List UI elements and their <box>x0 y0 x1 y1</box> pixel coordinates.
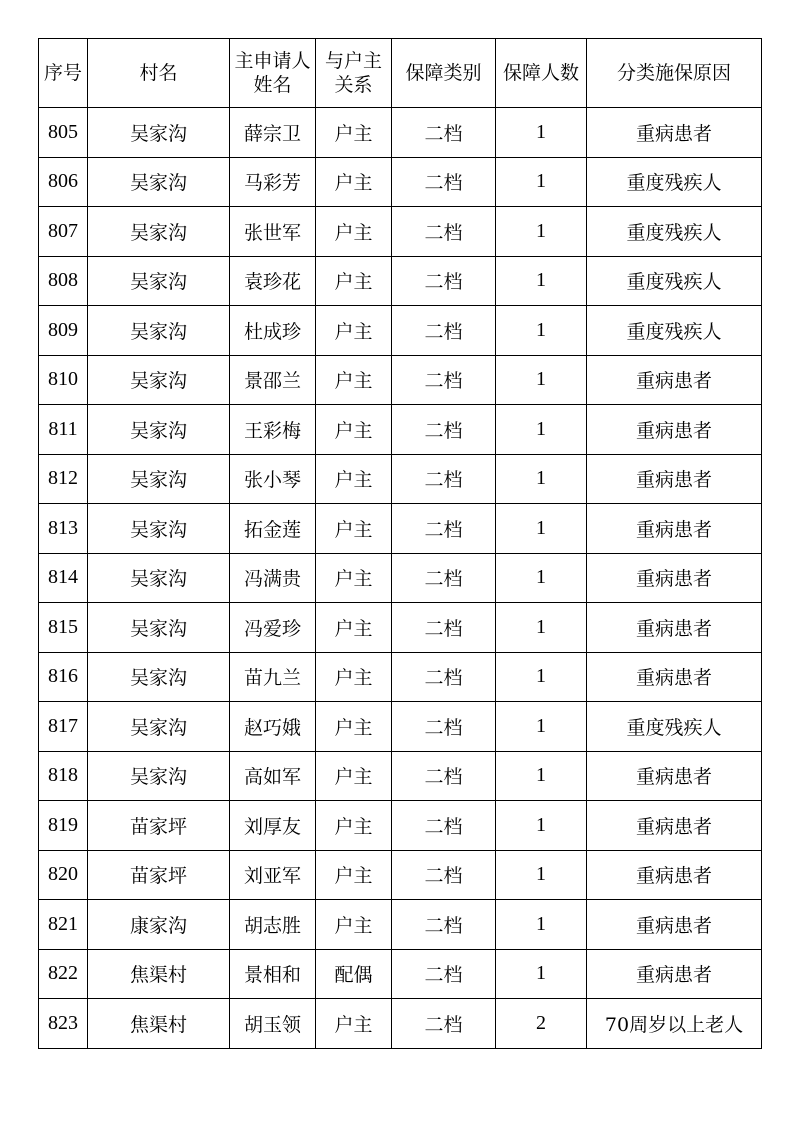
cell-applicant-name: 张小琴 <box>230 454 316 504</box>
cell-category: 二档 <box>392 850 496 900</box>
cell-count: 1 <box>496 108 587 158</box>
cell-count: 1 <box>496 553 587 603</box>
cell-relation: 户主 <box>316 900 392 950</box>
cell-reason: 重病患者 <box>587 900 762 950</box>
header-seq: 序号 <box>39 39 88 108</box>
cell-category: 二档 <box>392 801 496 851</box>
cell-applicant-name: 赵巧娥 <box>230 702 316 752</box>
cell-count: 1 <box>496 850 587 900</box>
cell-village: 苗家坪 <box>88 801 230 851</box>
table-row <box>39 405 762 455</box>
cell-reason: 重病患者 <box>587 801 762 851</box>
cell-village: 吴家沟 <box>88 355 230 405</box>
cell-category: 二档 <box>392 900 496 950</box>
cell-applicant-name: 张世军 <box>230 207 316 257</box>
header-village: 村名 <box>88 39 230 108</box>
cell-category: 二档 <box>392 603 496 653</box>
table-body <box>39 108 762 1049</box>
cell-village: 苗家坪 <box>88 850 230 900</box>
table-row <box>39 850 762 900</box>
cell-category: 二档 <box>392 108 496 158</box>
header-relation: 与户主关系 <box>316 39 392 108</box>
cell-count: 1 <box>496 306 587 356</box>
cell-village: 吴家沟 <box>88 504 230 554</box>
cell-reason: 70周岁以上老人 <box>587 999 762 1049</box>
cell-applicant-name: 杜成珍 <box>230 306 316 356</box>
cell-category: 二档 <box>392 157 496 207</box>
cell-seq: 816 <box>39 652 88 702</box>
cell-relation: 配偶 <box>316 949 392 999</box>
cell-applicant-name: 苗九兰 <box>230 652 316 702</box>
header-row <box>39 39 762 108</box>
table-row <box>39 900 762 950</box>
cell-applicant-name: 袁珍花 <box>230 256 316 306</box>
cell-count: 1 <box>496 207 587 257</box>
cell-category: 二档 <box>392 999 496 1049</box>
cell-applicant-name: 景邵兰 <box>230 355 316 405</box>
cell-reason: 重病患者 <box>587 652 762 702</box>
cell-applicant-name: 胡玉领 <box>230 999 316 1049</box>
cell-applicant-name: 冯满贵 <box>230 553 316 603</box>
cell-seq: 821 <box>39 900 88 950</box>
table-row <box>39 999 762 1049</box>
cell-reason: 重病患者 <box>587 850 762 900</box>
cell-category: 二档 <box>392 454 496 504</box>
cell-category: 二档 <box>392 702 496 752</box>
header-category: 保障类别 <box>392 39 496 108</box>
cell-seq: 819 <box>39 801 88 851</box>
cell-count: 1 <box>496 504 587 554</box>
cell-seq: 812 <box>39 454 88 504</box>
cell-count: 1 <box>496 702 587 752</box>
cell-count: 1 <box>496 900 587 950</box>
cell-reason: 重病患者 <box>587 504 762 554</box>
cell-seq: 818 <box>39 751 88 801</box>
cell-relation: 户主 <box>316 652 392 702</box>
cell-reason: 重病患者 <box>587 751 762 801</box>
cell-relation: 户主 <box>316 405 392 455</box>
cell-reason: 重度残疾人 <box>587 157 762 207</box>
cell-seq: 807 <box>39 207 88 257</box>
cell-seq: 808 <box>39 256 88 306</box>
cell-village: 吴家沟 <box>88 652 230 702</box>
cell-relation: 户主 <box>316 306 392 356</box>
cell-applicant-name: 王彩梅 <box>230 405 316 455</box>
cell-relation: 户主 <box>316 108 392 158</box>
cell-category: 二档 <box>392 652 496 702</box>
table-row <box>39 207 762 257</box>
cell-reason: 重度残疾人 <box>587 306 762 356</box>
cell-relation: 户主 <box>316 702 392 752</box>
table-row <box>39 355 762 405</box>
cell-count: 1 <box>496 949 587 999</box>
cell-count: 1 <box>496 405 587 455</box>
cell-count: 1 <box>496 454 587 504</box>
cell-relation: 户主 <box>316 504 392 554</box>
cell-village: 吴家沟 <box>88 553 230 603</box>
cell-category: 二档 <box>392 553 496 603</box>
cell-seq: 817 <box>39 702 88 752</box>
table-row <box>39 751 762 801</box>
cell-category: 二档 <box>392 751 496 801</box>
cell-seq: 823 <box>39 999 88 1049</box>
cell-applicant-name: 马彩芳 <box>230 157 316 207</box>
cell-category: 二档 <box>392 355 496 405</box>
header-applicant: 主申请人姓名 <box>230 39 316 108</box>
cell-category: 二档 <box>392 949 496 999</box>
cell-count: 1 <box>496 256 587 306</box>
assistance-roster-table <box>38 38 762 1049</box>
cell-reason: 重病患者 <box>587 553 762 603</box>
cell-reason: 重病患者 <box>587 454 762 504</box>
cell-village: 吴家沟 <box>88 207 230 257</box>
cell-seq: 805 <box>39 108 88 158</box>
cell-reason: 重病患者 <box>587 603 762 653</box>
cell-seq: 811 <box>39 405 88 455</box>
cell-reason: 重病患者 <box>587 108 762 158</box>
cell-applicant-name: 高如军 <box>230 751 316 801</box>
cell-reason: 重度残疾人 <box>587 256 762 306</box>
table-row <box>39 702 762 752</box>
cell-seq: 806 <box>39 157 88 207</box>
cell-village: 吴家沟 <box>88 405 230 455</box>
cell-village: 吴家沟 <box>88 702 230 752</box>
cell-seq: 809 <box>39 306 88 356</box>
cell-relation: 户主 <box>316 850 392 900</box>
cell-relation: 户主 <box>316 751 392 801</box>
cell-seq: 820 <box>39 850 88 900</box>
cell-applicant-name: 刘亚军 <box>230 850 316 900</box>
cell-village: 康家沟 <box>88 900 230 950</box>
cell-category: 二档 <box>392 405 496 455</box>
cell-count: 1 <box>496 751 587 801</box>
cell-relation: 户主 <box>316 256 392 306</box>
cell-count: 1 <box>496 801 587 851</box>
table-row <box>39 504 762 554</box>
header-reason: 分类施保原因 <box>587 39 762 108</box>
cell-relation: 户主 <box>316 801 392 851</box>
cell-count: 1 <box>496 652 587 702</box>
cell-relation: 户主 <box>316 157 392 207</box>
cell-category: 二档 <box>392 207 496 257</box>
cell-seq: 815 <box>39 603 88 653</box>
cell-village: 焦渠村 <box>88 949 230 999</box>
header-count: 保障人数 <box>496 39 587 108</box>
cell-village: 吴家沟 <box>88 108 230 158</box>
cell-relation: 户主 <box>316 999 392 1049</box>
table-row <box>39 108 762 158</box>
cell-count: 1 <box>496 157 587 207</box>
cell-applicant-name: 胡志胜 <box>230 900 316 950</box>
cell-reason: 重病患者 <box>587 405 762 455</box>
cell-category: 二档 <box>392 256 496 306</box>
cell-applicant-name: 景相和 <box>230 949 316 999</box>
cell-village: 吴家沟 <box>88 256 230 306</box>
cell-reason: 重度残疾人 <box>587 702 762 752</box>
cell-relation: 户主 <box>316 355 392 405</box>
cell-category: 二档 <box>392 504 496 554</box>
cell-applicant-name: 刘厚友 <box>230 801 316 851</box>
cell-village: 焦渠村 <box>88 999 230 1049</box>
cell-count: 1 <box>496 355 587 405</box>
cell-village: 吴家沟 <box>88 306 230 356</box>
table-row <box>39 157 762 207</box>
table-row <box>39 603 762 653</box>
table-row <box>39 652 762 702</box>
cell-applicant-name: 薛宗卫 <box>230 108 316 158</box>
table-row <box>39 256 762 306</box>
cell-relation: 户主 <box>316 603 392 653</box>
table-row <box>39 306 762 356</box>
cell-relation: 户主 <box>316 454 392 504</box>
table-row <box>39 454 762 504</box>
cell-relation: 户主 <box>316 553 392 603</box>
cell-count: 2 <box>496 999 587 1049</box>
cell-village: 吴家沟 <box>88 157 230 207</box>
cell-reason: 重度残疾人 <box>587 207 762 257</box>
table-row <box>39 801 762 851</box>
cell-seq: 814 <box>39 553 88 603</box>
cell-relation: 户主 <box>316 207 392 257</box>
cell-category: 二档 <box>392 306 496 356</box>
cell-village: 吴家沟 <box>88 751 230 801</box>
cell-reason: 重病患者 <box>587 355 762 405</box>
table-row <box>39 553 762 603</box>
cell-village: 吴家沟 <box>88 603 230 653</box>
cell-village: 吴家沟 <box>88 454 230 504</box>
cell-count: 1 <box>496 603 587 653</box>
cell-reason: 重病患者 <box>587 949 762 999</box>
cell-applicant-name: 拓金莲 <box>230 504 316 554</box>
cell-seq: 822 <box>39 949 88 999</box>
cell-seq: 810 <box>39 355 88 405</box>
cell-seq: 813 <box>39 504 88 554</box>
cell-applicant-name: 冯爱珍 <box>230 603 316 653</box>
table-row <box>39 949 762 999</box>
